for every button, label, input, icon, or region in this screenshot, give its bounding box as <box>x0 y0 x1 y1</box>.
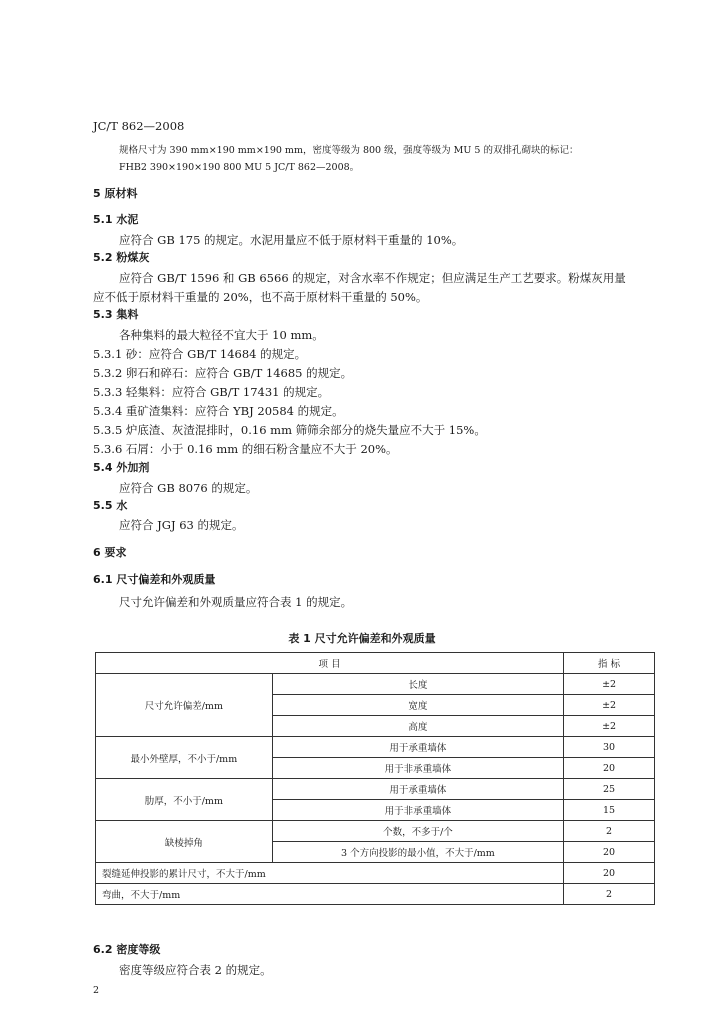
section-5-3-6: 5.3.6 石屑：小于 0.16 mm 的细石粉含量应不大于 20%。 <box>93 442 398 456</box>
group-min-outer-wall: 最小外壁厚，不小于/mm <box>96 737 273 779</box>
row-label: 用于承重墙体 <box>272 737 563 758</box>
section-5-4-text: 应符合 GB 8076 的规定。 <box>119 481 258 495</box>
header-item-cell: 项 目 <box>96 653 564 674</box>
row-value: 2 <box>564 821 655 842</box>
marking-example-line1: 规格尺寸为 390 mm×190 mm×190 mm，密度等级为 800 级，强度等级为 MU 5 的双排孔砌块的标记： <box>119 145 579 156</box>
section-5-2-text-2: 应不低于原材料干重量的 20%，也不高于原材料干重量的 50%。 <box>93 290 428 304</box>
row-value: ±2 <box>564 674 655 695</box>
section-5-3-1: 5.3.1 砂：应符合 GB/T 14684 的规定。 <box>93 347 307 361</box>
section-6-2-text: 密度等级应符合表 2 的规定。 <box>119 963 272 977</box>
table-row <box>96 737 655 758</box>
row-value: 25 <box>564 779 655 800</box>
section-6-2-heading: 6.2 密度等级 <box>93 943 161 956</box>
table-header-row <box>96 653 655 674</box>
row-value: 15 <box>564 800 655 821</box>
section-5-1-heading: 5.1 水泥 <box>93 213 139 226</box>
table-1 <box>95 652 655 905</box>
section-6-heading: 6 要求 <box>93 546 127 559</box>
row-value: 20 <box>564 758 655 779</box>
section-5-3-2: 5.3.2 卵石和碎石：应符合 GB/T 14685 的规定。 <box>93 366 353 380</box>
table-row <box>96 674 655 695</box>
row-label: 个数，不多于/个 <box>272 821 563 842</box>
section-5-3-3: 5.3.3 轻集料：应符合 GB/T 17431 的规定。 <box>93 385 330 399</box>
row-label: 用于非承重墙体 <box>272 800 563 821</box>
table-row <box>96 863 655 884</box>
section-5-3-4: 5.3.4 重矿渣集料：应符合 YBJ 20584 的规定。 <box>93 404 344 418</box>
table-row <box>96 779 655 800</box>
row-label: 用于承重墙体 <box>272 779 563 800</box>
row-label: 宽度 <box>272 695 563 716</box>
section-5-5-text: 应符合 JGJ 63 的规定。 <box>119 518 244 532</box>
section-5-4-heading: 5.4 外加剂 <box>93 461 150 474</box>
header-index-cell: 指 标 <box>564 653 655 674</box>
row-value: ±2 <box>564 695 655 716</box>
table-row <box>96 884 655 905</box>
section-5-5-heading: 5.5 水 <box>93 499 128 512</box>
marking-example-line2: FHB2 390×190×190 800 MU 5 JC/T 862—2008。 <box>119 162 360 173</box>
row-value: 20 <box>564 842 655 863</box>
section-5-2-heading: 5.2 粉煤灰 <box>93 251 150 264</box>
row-value: ±2 <box>564 716 655 737</box>
standard-code: JC/T 862—2008 <box>93 119 185 133</box>
section-5-3-5: 5.3.5 炉底渣、灰渣混排时，0.16 mm 筛筛余部分的烧失量应不大于 15%。 <box>93 423 486 437</box>
section-5-3-text: 各种集料的最大粒径不宜大于 10 mm。 <box>119 328 324 342</box>
row-label-bending: 弯曲，不大于/mm <box>96 884 564 905</box>
table-1-title: 表 1 尺寸允许偏差和外观质量 <box>288 632 436 645</box>
row-value: 2 <box>564 884 655 905</box>
group-rib-thickness: 肋厚，不小于/mm <box>96 779 273 821</box>
row-label: 用于非承重墙体 <box>272 758 563 779</box>
group-size-deviation: 尺寸允许偏差/mm <box>96 674 273 737</box>
section-5-2-text-1: 应符合 GB/T 1596 和 GB 6566 的规定，对含水率不作规定；但应满足生产工艺要求。粉煤灰用量 <box>119 271 626 285</box>
row-label: 3 个方向投影的最小值，不大于/mm <box>272 842 563 863</box>
row-value: 30 <box>564 737 655 758</box>
table-row <box>96 821 655 842</box>
row-label-crack: 裂缝延伸投影的累计尺寸，不大于/mm <box>96 863 564 884</box>
section-5-1-text: 应符合 GB 175 的规定。水泥用量应不低于原材料干重量的 10%。 <box>119 233 464 247</box>
row-label: 长度 <box>272 674 563 695</box>
group-missing-edges: 缺棱掉角 <box>96 821 273 863</box>
section-5-3-heading: 5.3 集料 <box>93 308 139 321</box>
section-6-1-heading: 6.1 尺寸偏差和外观质量 <box>93 573 216 586</box>
section-5-heading: 5 原材料 <box>93 187 138 200</box>
row-label: 高度 <box>272 716 563 737</box>
row-value: 20 <box>564 863 655 884</box>
section-6-1-text: 尺寸允许偏差和外观质量应符合表 1 的规定。 <box>119 595 353 609</box>
page-number: 2 <box>93 985 100 996</box>
